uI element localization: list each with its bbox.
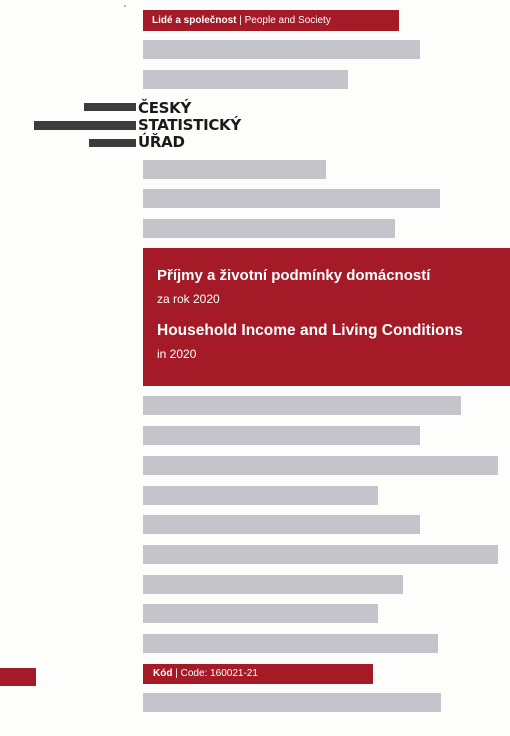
- title-en-sub: in 2020: [157, 347, 197, 361]
- title-en: Household Income and Living Conditions: [157, 322, 463, 339]
- logo-bar-bottom: [89, 139, 136, 147]
- series-label-bar: [143, 10, 399, 31]
- redacted-block: [143, 396, 461, 415]
- redacted-block: [143, 70, 348, 89]
- logo-bar-middle: [34, 121, 136, 130]
- redacted-block: [143, 219, 395, 238]
- redacted-block: [143, 40, 420, 59]
- logo-line-3: ÚŘAD: [138, 133, 185, 151]
- code-bar: [143, 664, 373, 684]
- redacted-block: [143, 189, 440, 208]
- logo-line-2: STATISTICKÝ: [138, 116, 241, 134]
- redacted-block: [143, 486, 378, 505]
- logo-bar-top: [84, 103, 136, 111]
- redacted-block: [143, 545, 498, 564]
- logo-line-1: ČESKÝ: [138, 99, 192, 117]
- series-en: People and Society: [244, 15, 331, 26]
- redacted-block: [143, 160, 326, 179]
- corner-mark: [0, 668, 36, 686]
- code-label-cz: Kód: [153, 668, 173, 679]
- series-cz: Lidé a společnost: [152, 15, 237, 26]
- title-cz-sub: za rok 2020: [157, 292, 220, 306]
- redacted-block: [143, 604, 378, 623]
- print-mark: ': [124, 4, 126, 15]
- code-separator: |: [175, 668, 178, 679]
- redacted-block: [143, 456, 498, 475]
- redacted-block: [143, 575, 403, 594]
- title-block: [143, 248, 510, 386]
- redacted-block: [143, 426, 420, 445]
- logo-wordmark: [138, 100, 241, 151]
- title-cz: Příjmy a životní podmínky domácností: [157, 267, 431, 284]
- code-label-en: Code:: [180, 668, 208, 679]
- redacted-block: [143, 634, 438, 653]
- redacted-block: [143, 693, 441, 712]
- redacted-block: [143, 515, 420, 534]
- series-separator: |: [239, 15, 242, 26]
- code-value: 160021-21: [210, 668, 258, 679]
